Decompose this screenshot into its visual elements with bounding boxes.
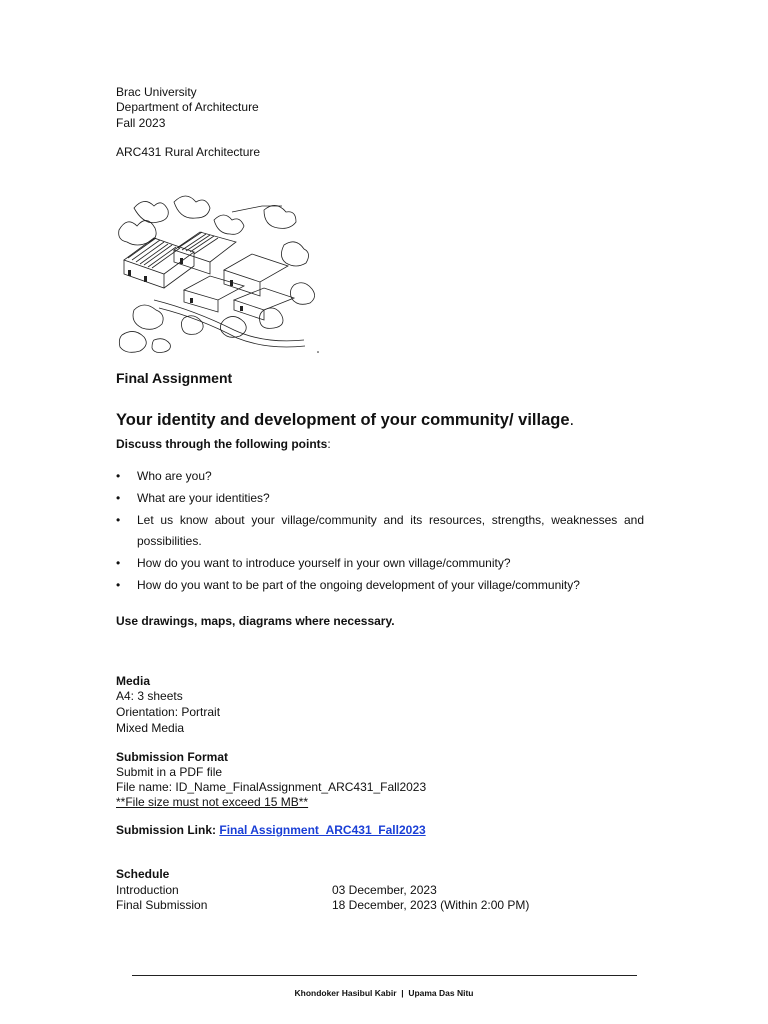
village-sketch-illustration	[114, 190, 324, 358]
discuss-text: Discuss through the following points	[116, 437, 328, 451]
list-item: • How do you want to introduce yourself in your own village/community?	[116, 553, 644, 574]
department-name: Department of Architecture	[116, 100, 259, 114]
submission-link-row	[116, 823, 426, 838]
schedule-date-final: 18 December, 2023 (Within 2:00 PM)	[332, 898, 530, 912]
schedule-heading: Schedule	[116, 867, 170, 881]
submission-link[interactable]: Final Assignment_ARC431_Fall2023	[219, 823, 426, 837]
media-type: Mixed Media	[116, 721, 185, 735]
schedule-label-final: Final Submission	[116, 898, 208, 912]
submission-filename: File name: ID_Name_FinalAssignment_ARC431_Fall2023	[116, 780, 427, 794]
footer-divider	[132, 975, 637, 976]
list-item: • How do you want to be part of the ongoing development of your village/community?	[116, 575, 644, 596]
media-heading: Media	[116, 674, 151, 688]
file-size-note: **File size must not exceed 15 MB**	[116, 795, 309, 809]
term: Fall 2023	[116, 116, 166, 130]
list-item: • What are your identities?	[116, 488, 644, 509]
university-name: Brac University	[116, 85, 197, 99]
media-sheets: A4: 3 sheets	[116, 689, 183, 703]
list-item: • Who are you?	[116, 466, 644, 487]
assignment-title	[116, 410, 574, 430]
course-name: ARC431 Rural Architecture	[116, 145, 261, 159]
discuss-colon: :	[327, 437, 331, 451]
assignment-title-text: Your identity and development of your community/ village	[116, 411, 570, 429]
list-item: • Let us know about your village/community and its resources, strengths, weaknesses and possibilities.	[116, 510, 644, 552]
schedule-label-introduction: Introduction	[116, 883, 179, 897]
assignment-heading: Final Assignment	[116, 370, 233, 386]
submission-heading: Submission Format	[116, 750, 229, 764]
submission-pdf: Submit in a PDF file	[116, 765, 223, 779]
discuss-line	[116, 437, 331, 452]
discussion-points-list	[116, 466, 644, 597]
submission-link-label: Submission Link:	[116, 823, 217, 837]
drawings-note: Use drawings, maps, diagrams where necessary.	[116, 614, 395, 628]
footer-authors: Khondoker Hasibul Kabir | Upama Das Nitu	[294, 988, 474, 998]
schedule-date-introduction: 03 December, 2023	[332, 883, 437, 897]
media-orientation: Orientation: Portrait	[116, 705, 221, 719]
assignment-title-end: .	[569, 411, 575, 429]
